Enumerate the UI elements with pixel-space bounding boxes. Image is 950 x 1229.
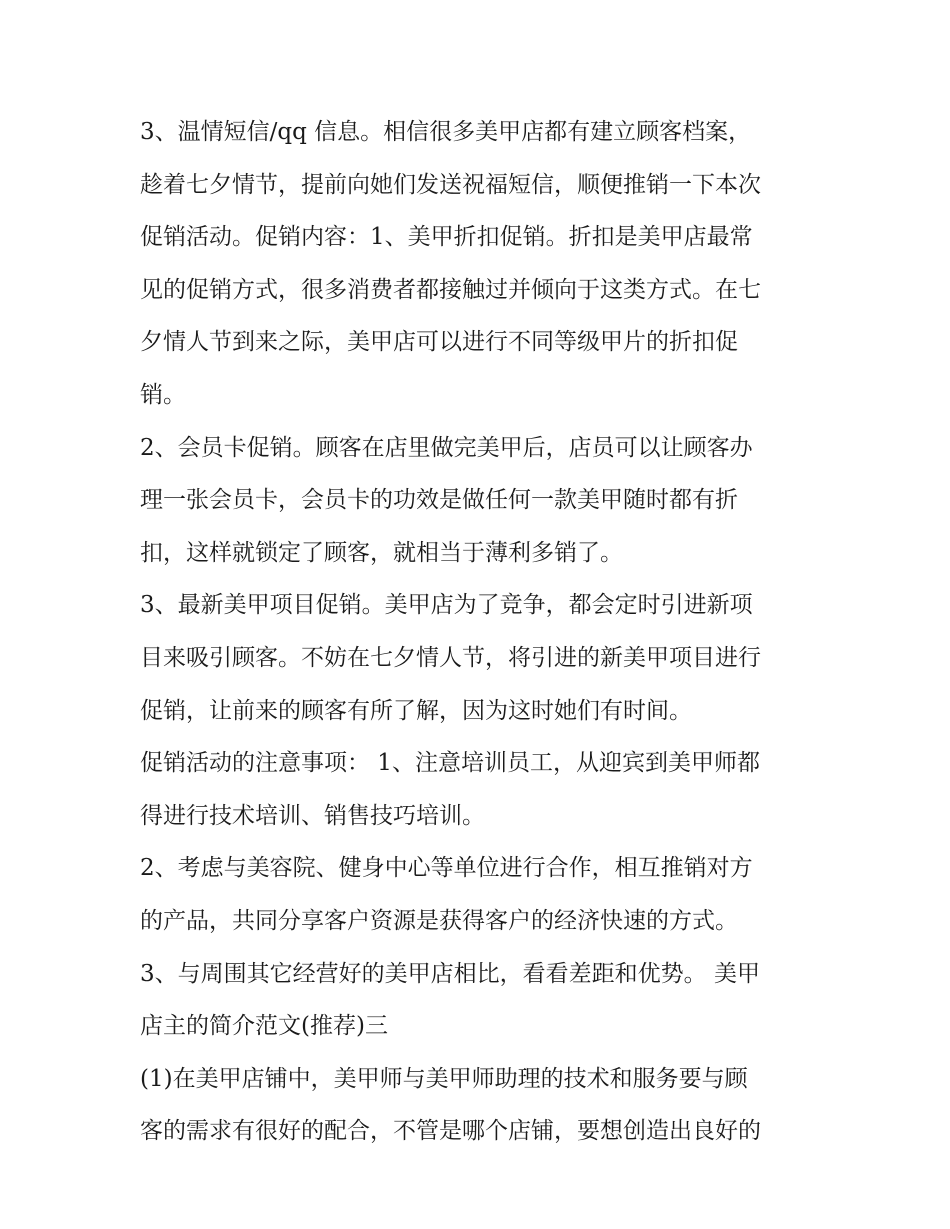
text-line: 的产品，共同分享客户资源是获得客户的经济快速的方式。 (140, 907, 738, 934)
text-line: 2、会员卡促销。顾客在店里做完美甲后，店员可以让顾客办 (140, 434, 753, 461)
text-line: 3、温情短信/qq 信息。相信很多美甲店都有建立顾客档案， (140, 119, 752, 145)
text-line: 扣，这样就锁定了顾客，就相当于薄利多销了。 (140, 539, 623, 566)
text-line: 理一张会员卡，会员卡的功效是做任何一款美甲随时都有折 (140, 487, 738, 514)
document-body (140, 106, 820, 1158)
text-line: 2、考虑与美容院、健身中心等单位进行合作，相互推销对方 (140, 855, 753, 882)
text-line: 促销活动的注意事项： 1、注意培训员工，从迎宾到美甲师都 (140, 750, 760, 777)
text-line: 促销，让前来的顾客有所了解，因为这时她们有时间。 (140, 697, 692, 724)
text-line: 趁着七夕情节，提前向她们发送祝福短信，顺便推销一下本次 (140, 171, 761, 198)
text-line: (1)在美甲店铺中，美甲师与美甲师助理的技术和服务要与顾 (140, 1065, 748, 1092)
text-line: 客的需求有很好的配合，不管是哪个店铺，要想创造出良好的 (140, 1118, 761, 1145)
text-line: 店主的简介范文(推荐)三 (140, 1013, 388, 1040)
text-line: 夕情人节到来之际，美甲店可以进行不同等级甲片的折扣促 (140, 329, 738, 356)
text-line: 目来吸引顾客。不妨在七夕情人节，将引进的新美甲项目进行 (140, 644, 761, 671)
text-line: 得进行技术培训、销售技巧培训。 (140, 802, 485, 829)
text-line: 促销活动。促销内容：1、美甲折扣促销。折扣是美甲店最常 (140, 224, 753, 251)
text-line: 3、最新美甲项目促销。美甲店为了竞争，都会定时引进新项 (140, 592, 753, 619)
text-line: 3、与周围其它经营好的美甲店相比，看看差距和优势。 美甲 (140, 960, 760, 987)
text-line: 见的促销方式，很多消费者都接触过并倾向于这类方式。在七 (140, 276, 761, 303)
text-line: 销。 (140, 381, 186, 408)
